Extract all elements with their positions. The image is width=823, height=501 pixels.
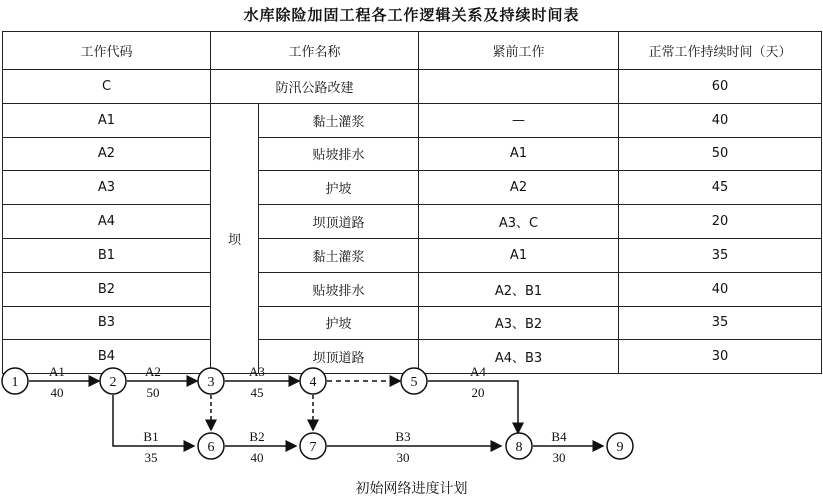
cell-name: 坝顶道路 xyxy=(259,205,419,239)
cell-duration: 40 xyxy=(619,272,822,306)
node-4 xyxy=(300,368,326,394)
cell-name: 贴坡排水 xyxy=(259,272,419,306)
node-5 xyxy=(401,368,427,394)
cell-pred: A1 xyxy=(419,238,619,272)
activity-dur-A3: 45 xyxy=(250,385,264,400)
cell-name: 坝顶道路 xyxy=(259,340,419,374)
node-2-label: 2 xyxy=(109,375,117,390)
page-title: 水库除险加固工程各工作逻辑关系及持续时间表 xyxy=(243,6,580,24)
node-9-label: 9 xyxy=(616,440,624,455)
header-code: 工作代码 xyxy=(3,32,211,70)
cell-duration: 30 xyxy=(619,340,822,374)
cell-code: B3 xyxy=(3,306,211,340)
cell-code: B1 xyxy=(3,238,211,272)
cell-pred: A3、C xyxy=(419,205,619,239)
cell-pred: A2 xyxy=(419,171,619,205)
cell-name: 护坡 xyxy=(259,306,419,340)
activity-dur-A2: 50 xyxy=(146,385,160,400)
header-pred: 紧前工作 xyxy=(419,32,619,70)
cell-duration: 35 xyxy=(619,238,822,272)
cell-code: A1 xyxy=(3,103,211,137)
cell-duration: 60 xyxy=(619,70,822,104)
activity-dur-A1: 40 xyxy=(50,385,64,400)
header-name: 工作名称 xyxy=(211,32,419,70)
cell-pred: A4、B3 xyxy=(419,340,619,374)
node-3-label: 3 xyxy=(207,375,215,390)
cell-code: A3 xyxy=(3,171,211,205)
cell-code: B2 xyxy=(3,272,211,306)
activity-code-A3: A3 xyxy=(249,364,265,379)
cell-duration: 20 xyxy=(619,205,822,239)
cell-duration: 35 xyxy=(619,306,822,340)
activity-code-B4: B4 xyxy=(551,429,567,444)
activity-dur-B2: 40 xyxy=(250,450,264,465)
node-6-label: 6 xyxy=(207,440,215,455)
cell-pred: — xyxy=(419,103,619,137)
cell-code: C xyxy=(3,70,211,104)
activity-code-B1: B1 xyxy=(143,429,159,444)
cell-duration: 50 xyxy=(619,137,822,171)
header-duration: 正常工作持续时间（天） xyxy=(619,32,822,70)
cell-pred: A2、B1 xyxy=(419,272,619,306)
cell-code: A4 xyxy=(3,205,211,239)
cell-duration: 45 xyxy=(619,171,822,205)
cell-name: 黏土灌浆 xyxy=(259,238,419,272)
node-7 xyxy=(300,433,326,459)
cell-name: 贴坡排水 xyxy=(259,137,419,171)
cell-duration: 40 xyxy=(619,103,822,137)
activity-dur-B4: 30 xyxy=(552,450,566,465)
cell-pred: A3、B2 xyxy=(419,306,619,340)
cell-name: 黏土灌浆 xyxy=(259,103,419,137)
node-5-label: 5 xyxy=(410,375,418,390)
diagram-caption: 初始网络进度计划 xyxy=(355,481,468,497)
cell-code: A2 xyxy=(3,137,211,171)
node-9 xyxy=(607,433,633,459)
node-7-label: 7 xyxy=(309,440,317,455)
node-2 xyxy=(100,368,126,394)
cell-pred: A1 xyxy=(419,137,619,171)
activity-code-A4: A4 xyxy=(470,364,486,379)
node-1-label: 1 xyxy=(11,375,19,390)
activity-code-B3: B3 xyxy=(395,429,411,444)
cell-name: 护坡 xyxy=(259,171,419,205)
node-8-label: 8 xyxy=(515,440,523,455)
node-3 xyxy=(198,368,224,394)
node-4-label: 4 xyxy=(309,375,317,390)
activity-dur-A4: 20 xyxy=(471,385,485,400)
activity-code-A2: A2 xyxy=(145,364,161,379)
cell-code: B4 xyxy=(3,340,211,374)
activity-dur-B1: 35 xyxy=(144,450,158,465)
node-6 xyxy=(198,433,224,459)
node-8 xyxy=(506,433,532,459)
activity-code-B2: B2 xyxy=(249,429,265,444)
cell-name: 防汛公路改建 xyxy=(211,70,419,104)
node-1 xyxy=(2,368,28,394)
cell-dam: 坝 xyxy=(211,103,259,373)
activity-dur-B3: 30 xyxy=(396,450,410,465)
activity-code-A1: A1 xyxy=(49,364,65,379)
